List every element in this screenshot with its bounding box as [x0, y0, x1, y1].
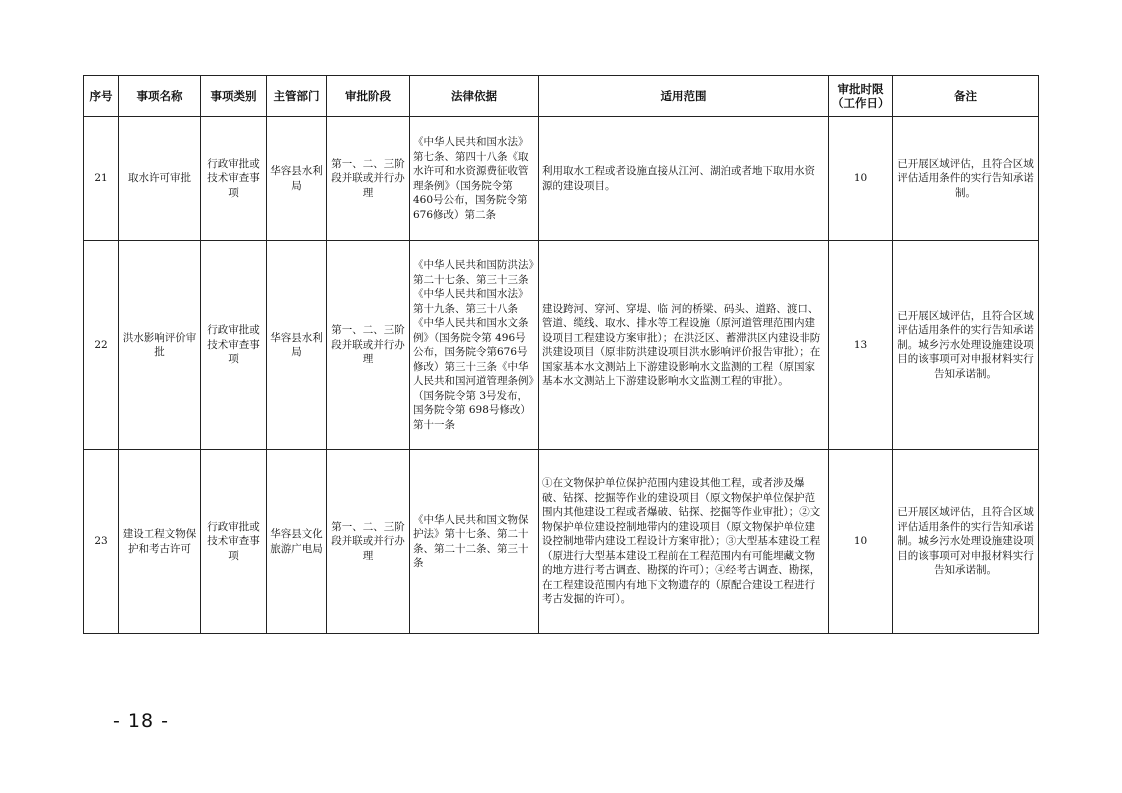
- approval-items-table: [83, 75, 1039, 634]
- header-name: 事项名称: [119, 76, 201, 117]
- cell-scope: 建设跨河、穿河、穿堤、临 河的桥梁、码头、道路、渡口、管道、缆线、取水、排水等工程设施（原河道管理范围内建设项目工程建设方案审批）；在洪泛区、蓄滞洪区内建设非防洪建设项目（原非防洪建设项目洪水影响评价报告审批）；在国家基本水文测站上下游建设影响水文监测的工程（原国家基本水文测站上下游建设影响水文监测工程的审批）。: [539, 241, 829, 450]
- cell-category: 行政审批或技术审查事项: [201, 450, 267, 634]
- header-limit-line2: （工作日）: [832, 96, 890, 110]
- cell-dept: 华容县水利局: [267, 241, 327, 450]
- cell-stage: 第一、二、三阶段并联或并行办理: [327, 450, 410, 634]
- cell-remark: 已开展区域评估，且符合区域评估适用条件的实行告知承诺制。: [893, 117, 1039, 241]
- cell-category: 行政审批或技术审查事项: [201, 117, 267, 241]
- header-scope: 适用范围: [539, 76, 829, 117]
- header-remark: 备注: [893, 76, 1039, 117]
- header-dept: 主管部门: [267, 76, 327, 117]
- header-category: 事项类别: [201, 76, 267, 117]
- cell-basis: 《中华人民共和国水法》第七条、第四十八条《取水许可和水资源费征收管理条例》（国务院令第 460号公布，国务院令第 676修改）第二条: [410, 117, 539, 241]
- table-row: [84, 450, 1039, 634]
- page-number: - 18 -: [113, 710, 169, 732]
- cell-dept: 华容县文化旅游广电局: [267, 450, 327, 634]
- table-row: [84, 117, 1039, 241]
- table-header-row: [84, 76, 1039, 117]
- header-seq: 序号: [84, 76, 119, 117]
- header-basis: 法律依据: [410, 76, 539, 117]
- cell-limit: 10: [829, 117, 893, 241]
- cell-seq: 23: [84, 450, 119, 634]
- cell-name: 取水许可审批: [119, 117, 201, 241]
- cell-name: 洪水影响评价审批: [119, 241, 201, 450]
- cell-limit: 13: [829, 241, 893, 450]
- cell-basis: 《中华人民共和国文物保护法》第十七条、第二十条、第二十二条、第三十条: [410, 450, 539, 634]
- header-limit-line1: 审批时限: [837, 82, 884, 96]
- header-limit: [829, 76, 893, 117]
- cell-name: 建设工程文物保护和考古许可: [119, 450, 201, 634]
- cell-stage: 第一、二、三阶段并联或并行办理: [327, 117, 410, 241]
- cell-seq: 22: [84, 241, 119, 450]
- cell-remark: 已开展区域评估，且符合区域评估适用条件的实行告知承诺制。城乡污水处理设施建设项目的该事项可对申报材料实行告知承诺制。: [893, 450, 1039, 634]
- cell-limit: 10: [829, 450, 893, 634]
- cell-basis: 《中华人民共和国防洪法》第二十七条、第三十三条《中华人民共和国水法》第十九条、第三十八条《中华人民共和国水文条例》（国务院令第 496号公布，国务院令第676号修改）第三十三条《中华人民共和国河道管理条例》（国务院令第 3号发布，国务院令第 698号修改）第十一条: [410, 241, 539, 450]
- cell-seq: 21: [84, 117, 119, 241]
- cell-remark: 已开展区域评估，且符合区域评估适用条件的实行告知承诺制。城乡污水处理设施建设项目的该事项可对申报材料实行告知承诺制。: [893, 241, 1039, 450]
- cell-scope: 利用取水工程或者设施直接从江河、湖泊或者地下取用水资源的建设项目。: [539, 117, 829, 241]
- header-stage: 审批阶段: [327, 76, 410, 117]
- cell-dept: 华容县水利局: [267, 117, 327, 241]
- cell-category: 行政审批或技术审查事项: [201, 241, 267, 450]
- cell-scope: ①在文物保护单位保护范围内建设其他工程，或者涉及爆破、钻探、挖掘等作业的建设项目（原文物保护单位保护范围内其他建设工程或者爆破、钻探、挖掘等作业审批）；②文物保护单位建设控制地带内的建设项目（原文物保护单位建设控制地带内建设工程设计方案审批）；③大型基本建设工程（原进行大型基本建设工程前在工程范围内有可能埋藏文物的地方进行考古调查、勘探的许可）；④经考古调查、勘探，在工程建设范围内有地下文物遗存的（原配合建设工程进行考古发掘的许可）。: [539, 450, 829, 634]
- cell-stage: 第一、二、三阶段并联或并行办理: [327, 241, 410, 450]
- table-row: [84, 241, 1039, 450]
